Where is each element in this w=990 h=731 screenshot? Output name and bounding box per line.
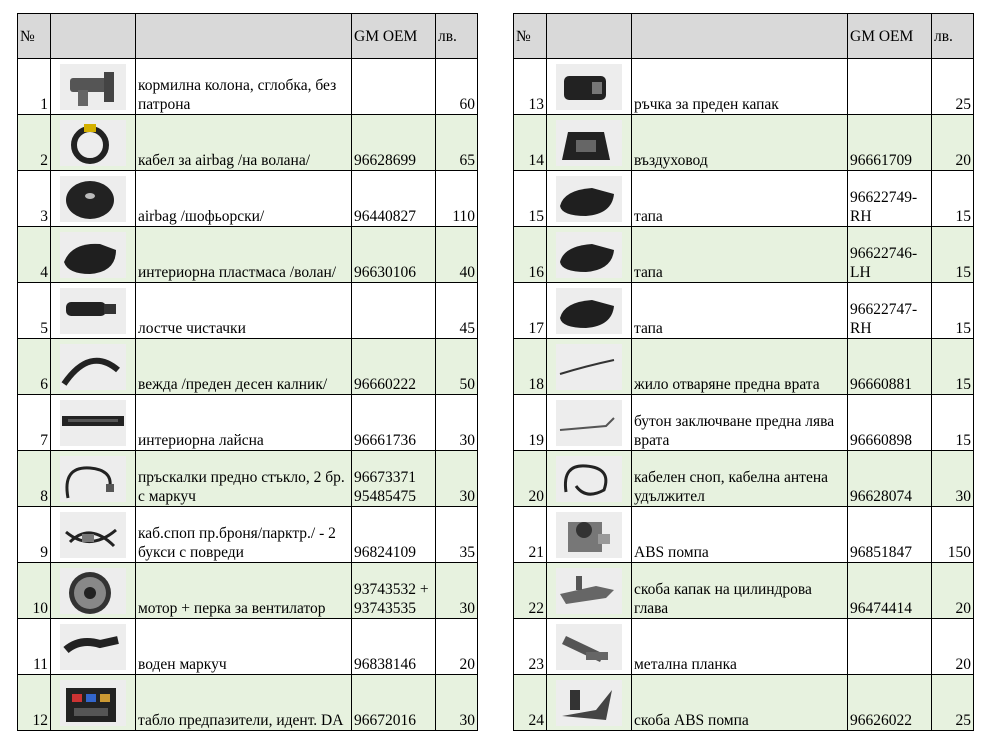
- part-oem: 96672016: [352, 675, 436, 731]
- part-name: лостче чистачки: [136, 283, 352, 339]
- part-oem: 96824109: [352, 507, 436, 563]
- part-number: 1: [18, 59, 51, 115]
- table-row: [514, 619, 974, 675]
- part-oem: 96628699: [352, 115, 436, 171]
- header-name: [632, 14, 848, 59]
- part-number: 6: [18, 339, 51, 395]
- table-row: [514, 115, 974, 171]
- door-cable-photo: [556, 344, 622, 390]
- part-name: пръскалки предно стъкло, 2 бр. с маркуч: [136, 451, 352, 507]
- part-photo: [547, 227, 632, 283]
- part-name: жило отваряне предна врата: [632, 339, 848, 395]
- part-name: кормилна колона, сглобка, без патрона: [136, 59, 352, 115]
- fan-photo: [60, 568, 126, 614]
- part-price: 25: [932, 59, 974, 115]
- part-price: 50: [436, 339, 478, 395]
- header-image: [51, 14, 136, 59]
- table-row: [18, 563, 478, 619]
- table-row: [18, 451, 478, 507]
- part-name: интериорна пластмаса /волан/: [136, 227, 352, 283]
- part-number: 21: [514, 507, 547, 563]
- part-oem: [848, 59, 932, 115]
- part-oem: 96622747-RH: [848, 283, 932, 339]
- part-photo: [51, 227, 136, 283]
- part-name: ръчка за преден капак: [632, 59, 848, 115]
- part-name: каб.споп пр.броня/парктр./ - 2 букси с повреди: [136, 507, 352, 563]
- fender-trim-photo: [60, 344, 126, 390]
- part-oem: 96628074: [848, 451, 932, 507]
- part-price: 15: [932, 339, 974, 395]
- part-number: 24: [514, 675, 547, 731]
- part-oem: 96673371 95485475: [352, 451, 436, 507]
- part-price: 30: [436, 563, 478, 619]
- part-name: кабелен сноп, кабелна антена удължител: [632, 451, 848, 507]
- part-price: 60: [436, 59, 478, 115]
- part-oem: 96660898: [848, 395, 932, 451]
- wire-harness-photo: [60, 512, 126, 558]
- part-oem: 96660881: [848, 339, 932, 395]
- part-name: тапа: [632, 171, 848, 227]
- part-name: кабел за airbag /на волана/: [136, 115, 352, 171]
- interior-strip-photo: [60, 400, 126, 446]
- part-number: 4: [18, 227, 51, 283]
- part-oem: [848, 619, 932, 675]
- part-number: 10: [18, 563, 51, 619]
- parts-table-right: [513, 13, 974, 731]
- wiper-stalk-photo: [60, 288, 126, 334]
- header-oem: GM OEM: [352, 14, 436, 59]
- washer-hose-photo: [60, 456, 126, 502]
- cap-photo: [556, 232, 622, 278]
- part-number: 23: [514, 619, 547, 675]
- part-photo: [547, 395, 632, 451]
- part-photo: [547, 171, 632, 227]
- part-price: 15: [932, 395, 974, 451]
- table-row: [514, 395, 974, 451]
- part-name: тапа: [632, 227, 848, 283]
- part-name: интериорна лайсна: [136, 395, 352, 451]
- table-row: [514, 451, 974, 507]
- table-row: [18, 59, 478, 115]
- part-photo: [51, 395, 136, 451]
- part-number: 16: [514, 227, 547, 283]
- part-number: 7: [18, 395, 51, 451]
- part-oem: 96626022: [848, 675, 932, 731]
- part-price: 110: [436, 171, 478, 227]
- air-duct-photo: [556, 120, 622, 166]
- part-photo: [51, 115, 136, 171]
- part-number: 15: [514, 171, 547, 227]
- part-photo: [547, 283, 632, 339]
- metal-plate-photo: [556, 624, 622, 670]
- part-photo: [51, 171, 136, 227]
- part-price: 30: [436, 395, 478, 451]
- lock-rod-photo: [556, 400, 622, 446]
- part-number: 20: [514, 451, 547, 507]
- header-oem: GM OEM: [848, 14, 932, 59]
- table-row: [18, 619, 478, 675]
- part-name: воден маркуч: [136, 619, 352, 675]
- part-price: 20: [436, 619, 478, 675]
- part-name: тапа: [632, 283, 848, 339]
- part-photo: [547, 115, 632, 171]
- bracket-photo: [556, 568, 622, 614]
- table-row: [18, 115, 478, 171]
- part-oem: 96622749-RH: [848, 171, 932, 227]
- part-price: 30: [932, 451, 974, 507]
- antenna-cable-photo: [556, 456, 622, 502]
- part-price: 20: [932, 115, 974, 171]
- part-photo: [51, 507, 136, 563]
- part-number: 2: [18, 115, 51, 171]
- airbag-cable-photo: [60, 120, 126, 166]
- table-row: [18, 283, 478, 339]
- airbag-photo: [60, 176, 126, 222]
- part-price: 45: [436, 283, 478, 339]
- part-oem: [352, 283, 436, 339]
- table-row: [18, 507, 478, 563]
- part-number: 13: [514, 59, 547, 115]
- part-name: въздуховод: [632, 115, 848, 171]
- part-photo: [51, 59, 136, 115]
- part-price: 25: [932, 675, 974, 731]
- header-num: №: [514, 14, 547, 59]
- part-number: 22: [514, 563, 547, 619]
- part-price: 35: [436, 507, 478, 563]
- header-num: №: [18, 14, 51, 59]
- part-number: 11: [18, 619, 51, 675]
- part-name: airbag /шофьорски/: [136, 171, 352, 227]
- part-photo: [51, 451, 136, 507]
- part-photo: [51, 619, 136, 675]
- table-row: [514, 283, 974, 339]
- part-number: 8: [18, 451, 51, 507]
- part-photo: [547, 507, 632, 563]
- table-row: [514, 507, 974, 563]
- part-name: ABS помпа: [632, 507, 848, 563]
- table-header: [514, 14, 974, 59]
- table-header: [18, 14, 478, 59]
- part-price: 20: [932, 619, 974, 675]
- part-oem: 96440827: [352, 171, 436, 227]
- table-row: [514, 227, 974, 283]
- table-row: [18, 675, 478, 731]
- part-price: 30: [436, 675, 478, 731]
- part-name: скоба капак на цилиндрова глава: [632, 563, 848, 619]
- table-row: [514, 171, 974, 227]
- part-oem: 96851847: [848, 507, 932, 563]
- part-name: мотор + перка за вентилатор: [136, 563, 352, 619]
- part-oem: 96838146: [352, 619, 436, 675]
- part-number: 3: [18, 171, 51, 227]
- part-price: 15: [932, 283, 974, 339]
- part-photo: [547, 619, 632, 675]
- part-photo: [51, 283, 136, 339]
- part-oem: 93743532 + 93743535: [352, 563, 436, 619]
- part-name: скоба ABS помпа: [632, 675, 848, 731]
- part-number: 18: [514, 339, 547, 395]
- table-row: [514, 339, 974, 395]
- hood-handle-photo: [556, 64, 622, 110]
- part-number: 17: [514, 283, 547, 339]
- part-name: табло предпазители, идент. DA: [136, 675, 352, 731]
- part-number: 5: [18, 283, 51, 339]
- cap-photo: [556, 288, 622, 334]
- part-price: 15: [932, 171, 974, 227]
- part-price: 40: [436, 227, 478, 283]
- part-photo: [51, 675, 136, 731]
- steering-column-photo: [60, 64, 126, 110]
- part-photo: [51, 339, 136, 395]
- table-row: [18, 395, 478, 451]
- header-image: [547, 14, 632, 59]
- plastic-cover-photo: [60, 232, 126, 278]
- part-photo: [547, 563, 632, 619]
- part-oem: 96630106: [352, 227, 436, 283]
- part-name: бутон заключване предна лява врата: [632, 395, 848, 451]
- part-price: 65: [436, 115, 478, 171]
- part-number: 9: [18, 507, 51, 563]
- part-price: 20: [932, 563, 974, 619]
- part-oem: 96661709: [848, 115, 932, 171]
- header-price: лв.: [932, 14, 974, 59]
- abs-bracket-photo: [556, 680, 622, 726]
- part-number: 14: [514, 115, 547, 171]
- part-photo: [51, 563, 136, 619]
- part-name: метална планка: [632, 619, 848, 675]
- abs-pump-photo: [556, 512, 622, 558]
- table-row: [18, 171, 478, 227]
- part-photo: [547, 339, 632, 395]
- part-number: 12: [18, 675, 51, 731]
- header-name: [136, 14, 352, 59]
- part-price: 150: [932, 507, 974, 563]
- table-row: [514, 563, 974, 619]
- part-oem: [352, 59, 436, 115]
- part-oem: 96474414: [848, 563, 932, 619]
- part-oem: 96661736: [352, 395, 436, 451]
- part-photo: [547, 675, 632, 731]
- parts-table-left: [17, 13, 478, 731]
- part-number: 19: [514, 395, 547, 451]
- table-row: [514, 675, 974, 731]
- part-photo: [547, 59, 632, 115]
- part-oem: 96660222: [352, 339, 436, 395]
- table-row: [18, 227, 478, 283]
- cap-photo: [556, 176, 622, 222]
- part-name: вежда /преден десен калник/: [136, 339, 352, 395]
- part-price: 30: [436, 451, 478, 507]
- water-hose-photo: [60, 624, 126, 670]
- part-oem: 96622746-LH: [848, 227, 932, 283]
- header-price: лв.: [436, 14, 478, 59]
- part-price: 15: [932, 227, 974, 283]
- table-row: [514, 59, 974, 115]
- table-row: [18, 339, 478, 395]
- fuse-box-photo: [60, 680, 126, 726]
- part-photo: [547, 451, 632, 507]
